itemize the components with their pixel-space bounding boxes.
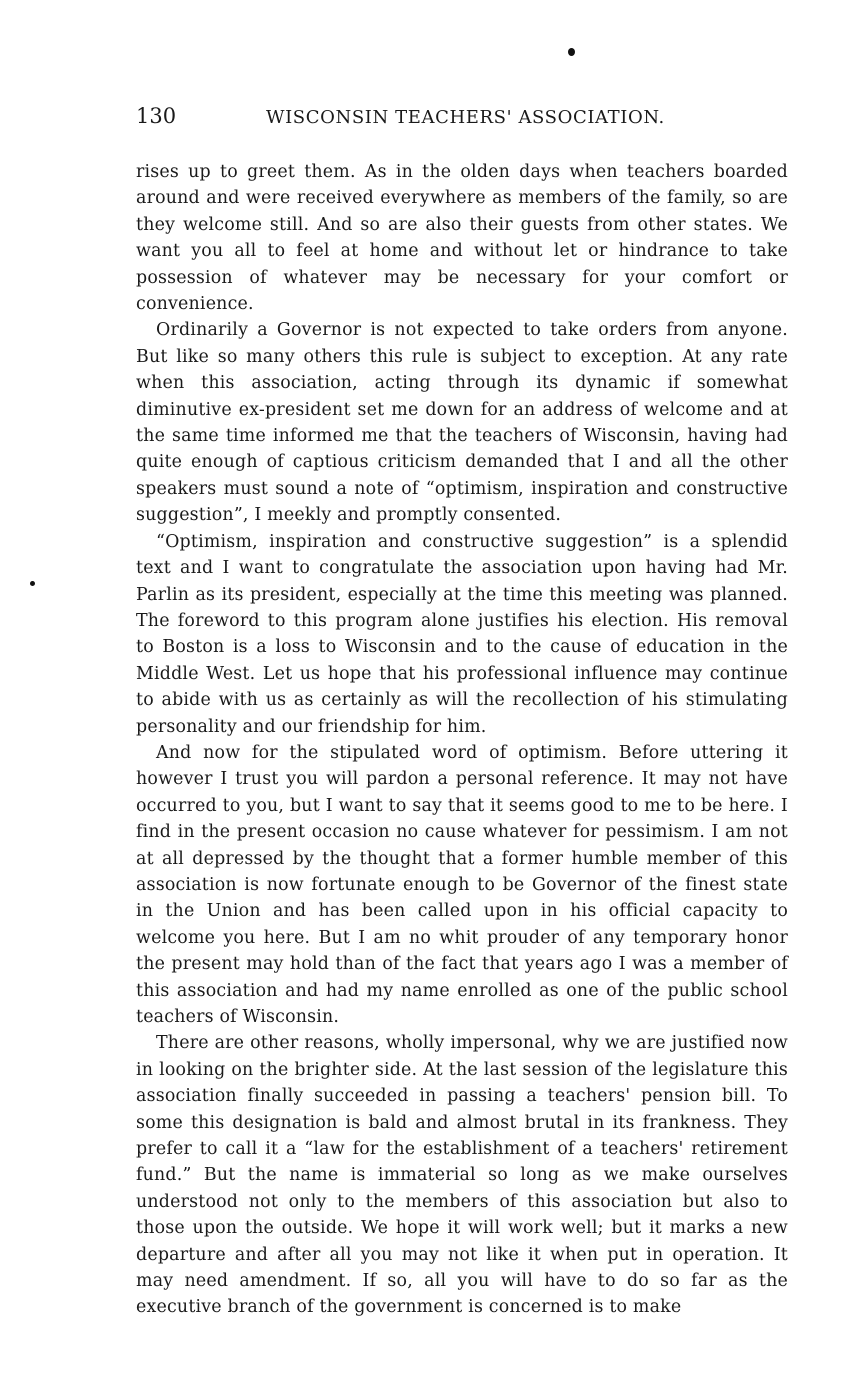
paragraph: “Optimism, inspiration and constructive suggestion” is a splendid text and I want to congratulate the association upon having had Mr. Parlin as its president, especially at the time this meeting was planned. The foreword to this program alone justifies his election. His removal to Boston is a loss to Wisconsin and to the cause of education in the Middle West. Let us hope that his professional influence may continue to abide with us as certainly as will the recollection of his stimulating personality and our friendship for him. (136, 531, 788, 737)
running-head (136, 104, 786, 134)
paragraph-continued: rises up to greet them. As in the olden days when teachers boarded around and were received everywhere as members of the family, so are they welcome still. And so are also their guests from other states. We want you all to feel at home and without let or hindrance to take possession of whatever may be necessary for your comfort or convenience. (136, 162, 788, 315)
page-number: 130 (136, 104, 177, 128)
paragraph: And now for the stipulated word of optimism. Before uttering it however I trust you will pardon a personal reference. It may not have occurred to you, but I want to say that it seems good to me to be here. I find in the present occasion no cause whatever for pessimism. I am not at all depressed by the thought that a former humble member of this association is now fortunate enough to be Governor of the finest state in the Union and has been called upon in his official capacity to welcome you here. But I am no whit prouder of any temporary honor the present may hold than of the fact that years ago I was a member of this association and had my name enrolled as one of the public school teachers of Wisconsin. (136, 742, 788, 1027)
body-text (136, 159, 788, 1321)
paragraph: There are other reasons, wholly impersonal, why we are justified now in looking on the brighter side. At the last session of the legislature this association finally succeeded in passing a teachers' pension bill. To some this designation is bald and almost brutal in its frankness. They prefer to call it a “law for the establishment of a teachers' retirement fund.” But the name is immaterial so long as we make ourselves understood not only to the members of this association but also to those upon the outside. We hope it will work well; but it marks a new departure and after all you may not like it when put in operation. It may need amendment. If so, all you will have to do so far as the executive branch of the government is concerned is to make (136, 1033, 788, 1318)
running-head-title: WISCONSIN TEACHERS' ASSOCIATION. (266, 107, 665, 128)
paragraph: Ordinarily a Governor is not expected to take orders from anyone. But like so many others this rule is subject to exception. At any rate when this association, acting through its dynamic if somewhat diminutive ex-president set me down for an address of welcome and at the same time informed me that the teachers of Wisconsin, having had quite enough of captious criticism demanded that I and all the other speakers must sound a note of “optimism, inspiration and constructive suggestion”, I meekly and promptly consented. (136, 320, 788, 526)
ink-speck (30, 581, 35, 586)
ink-speck (568, 48, 575, 56)
